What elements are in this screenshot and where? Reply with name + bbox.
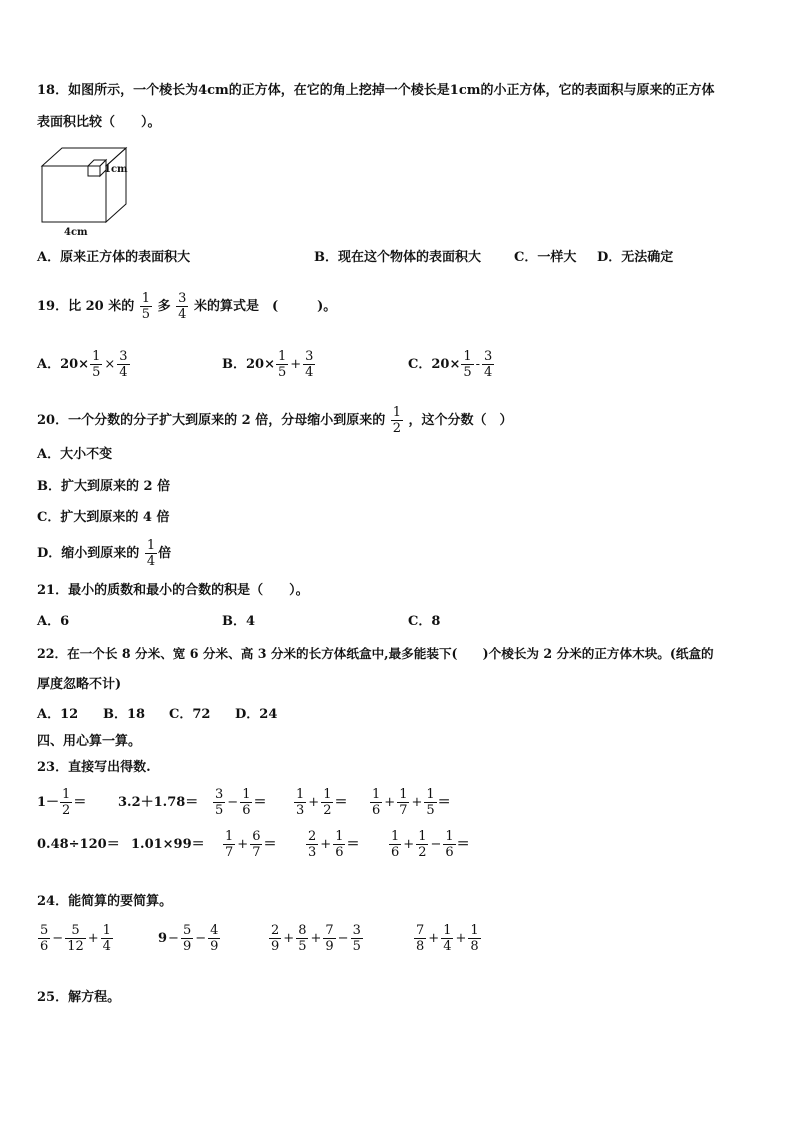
q23-r2-e3: $\frac{1}{7}$ + $\frac{6}{7}$ ＝ — [225, 829, 277, 860]
q23-r2-e4: $\frac{2}{3}$ + $\frac{1}{6}$ ＝ — [308, 829, 360, 860]
q20-option-c[interactable]: C．扩大到原来的 4 倍 — [37, 510, 170, 525]
q18-option-d[interactable]: D．无法确定 — [597, 250, 674, 265]
q22-option-c[interactable]: C．72 — [169, 707, 211, 722]
q23-r2-e5: $\frac{1}{6}$ + $\frac{1}{2}$ − $\frac{1}{6}$ ＝ — [391, 829, 470, 860]
q20-stem: 20．一个分数的分子扩大到原来的 2 倍，分母缩小到原来的 $\frac{1}{2}$ ，这个分数（ ） — [37, 405, 513, 436]
fraction: $\frac{3}{4}$ — [178, 291, 187, 322]
q23-r1-e3: $\frac{3}{5}$ − $\frac{1}{6}$ ＝ — [215, 787, 267, 818]
big-cube-outline — [42, 148, 126, 222]
q21-option-b[interactable]: B．4 — [222, 614, 256, 629]
q24-e4: $\frac{7}{8}$ + $\frac{1}{4}$ + $\frac{1}{8}$ — [416, 923, 479, 954]
label-1cm: 1cm — [104, 164, 128, 175]
q22-line1: 22．在一个长 8 分米、宽 6 分米、高 3 分米的长方体纸盒中,最多能装下( )个棱长为 2 分米的正方体木块。(纸盒的 — [37, 646, 714, 661]
q20-option-b[interactable]: B．扩大到原来的 2 倍 — [37, 479, 171, 494]
q23-r2-e2: 1.01×99＝ — [131, 837, 205, 852]
q19-option-c[interactable]: C．20× $\frac{1}{5}$ - $\frac{3}{4}$ — [408, 349, 493, 380]
q22-option-d[interactable]: D．24 — [235, 707, 278, 722]
q23-r1-e2: 3.2＋1.78＝ — [118, 795, 199, 810]
q18-option-c[interactable]: C．一样大 — [514, 250, 577, 265]
q23-r1-e4: $\frac{1}{3}$ + $\frac{1}{2}$ ＝ — [296, 787, 348, 818]
q23-r1-e5: $\frac{1}{6}$ + $\frac{1}{7}$ + $\frac{1}{5}$ ＝ — [372, 787, 451, 818]
q22-line2: 厚度忽略不计) — [37, 677, 122, 692]
q21-option-c[interactable]: C．8 — [408, 614, 441, 629]
q19-option-b[interactable]: B．20× $\frac{1}{5}$ + $\frac{3}{4}$ — [222, 349, 314, 380]
q24-title: 24．能简算的要简算。 — [37, 894, 173, 909]
q24-e2: 9− $\frac{5}{9}$ − $\frac{4}{9}$ — [158, 923, 219, 954]
q20-option-a[interactable]: A．大小不变 — [37, 447, 113, 462]
q20-option-d[interactable]: D．缩小到原来的 $\frac{1}{4}$ 倍 — [37, 538, 172, 569]
q21-option-a[interactable]: A．6 — [37, 614, 70, 629]
q18-line2: 表面积比较（ ）。 — [37, 115, 161, 130]
label-4cm: 4cm — [64, 227, 88, 238]
q22-option-a[interactable]: A．12 — [37, 707, 79, 722]
q18-option-a[interactable]: A．原来正方体的表面积大 — [37, 250, 191, 265]
q19-stem: 19．比 20 米的 $\frac{1}{5}$ 多 $\frac{3}{4}$ 米的算式是 ( )。 — [37, 291, 337, 322]
q25-title: 25．解方程。 — [37, 990, 121, 1005]
fraction: $\frac{1}{5}$ — [141, 291, 151, 322]
q19-option-a[interactable]: A．20× $\frac{1}{5}$ × $\frac{3}{4}$ — [37, 349, 128, 380]
section-heading: 四、用心算一算。 — [37, 734, 142, 749]
q23-r2-e1: 0.48÷120＝ — [37, 837, 120, 852]
q24-e1: $\frac{5}{6}$ − $\frac{5}{12}$ + $\frac{1}{4}$ — [40, 923, 111, 954]
q18-line1: 18．如图所示，一个棱长为4cm的正方体，在它的角上挖掉一个棱长是1cm的小正方体，它的表面积与原来的正方体 — [37, 83, 715, 98]
q23-r1-e1: 1－ $\frac{1}{2}$ ＝ — [37, 787, 87, 818]
q23-title: 23．直接写出得数. — [37, 760, 151, 775]
q24-e3: $\frac{2}{9}$ + $\frac{8}{5}$ + $\frac{7}{9}$ − $\frac{3}{5}$ — [271, 923, 361, 954]
cube-figure — [36, 142, 136, 238]
q22-option-b[interactable]: B．18 — [103, 707, 146, 722]
q18-option-b[interactable]: B．现在这个物体的表面积大 — [314, 250, 481, 265]
q21-stem: 21．最小的质数和最小的合数的积是（ ）。 — [37, 583, 309, 598]
